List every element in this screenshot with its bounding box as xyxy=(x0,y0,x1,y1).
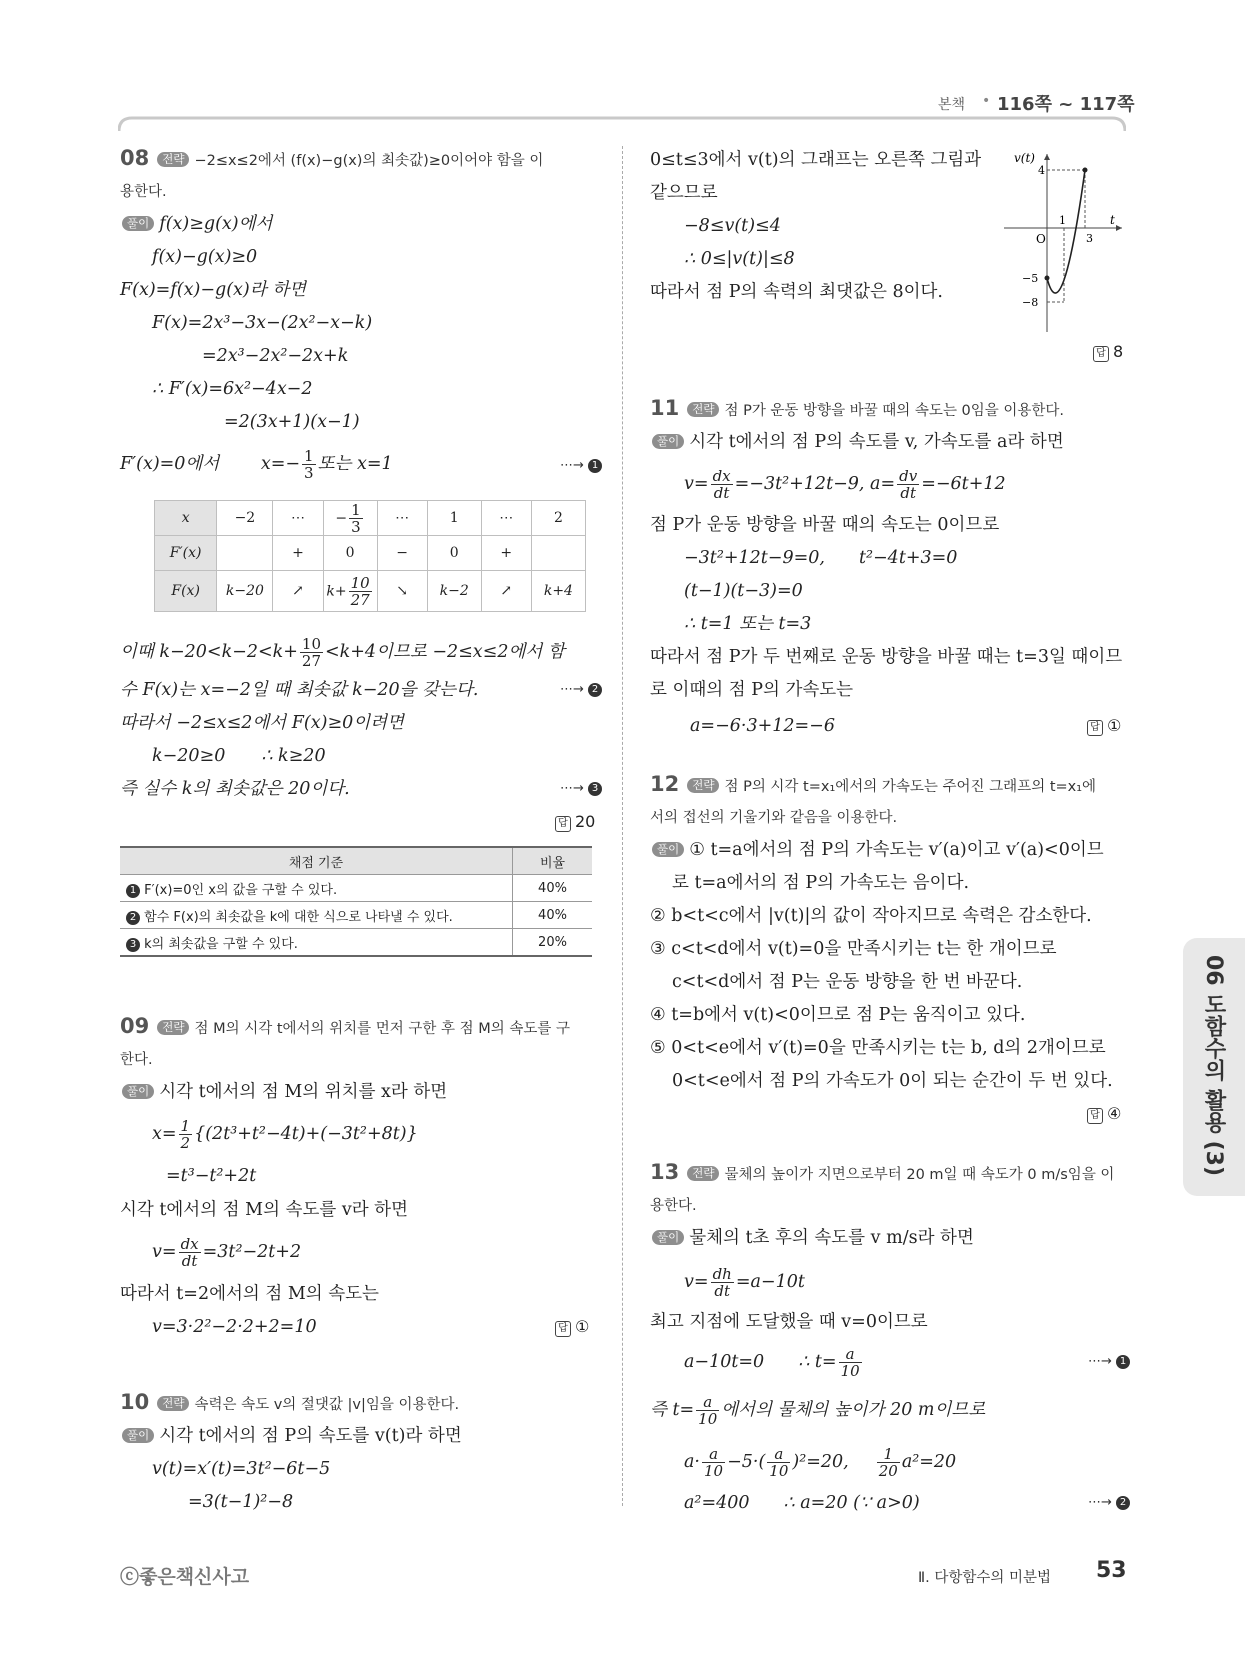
p13-step-2: ⋯→ 2 xyxy=(1088,1495,1130,1510)
p08-line-6: ∴ F′(x)=6x²−4x−2 xyxy=(152,379,313,399)
p08-line-1 xyxy=(120,212,272,236)
table-cell: k+ $\frac{10}{27}$ xyxy=(323,571,377,612)
p09-line-7: v=3·2²−2·2+2=10 xyxy=(152,1317,317,1337)
p10-number: 10 xyxy=(120,1390,150,1414)
table-cell: − $\frac{1}{3}$ xyxy=(323,501,377,536)
p11-line-5: (t−1)(t−3)=0 xyxy=(684,581,803,601)
table-cell: 1 F′(x)=0인 x의 값을 구할 수 있다. xyxy=(120,875,513,902)
p09-number: 09 xyxy=(120,1014,150,1038)
p08-answer: 답 20 xyxy=(555,812,595,832)
graph-tick: 1 xyxy=(1059,214,1066,227)
p10-strategy-tag: 전략 xyxy=(157,1396,189,1411)
table-cell: 40% xyxy=(513,902,593,929)
p12-answer: 답 ④ xyxy=(1087,1104,1121,1124)
p08-line-1-text: f(x)≥g(x)에서 xyxy=(159,214,273,234)
velocity-curve xyxy=(1047,170,1085,293)
p08-strategy xyxy=(120,146,543,173)
p09-line-5: v= $\frac{dx}{dt}$ =3t²−2t+2 xyxy=(152,1235,302,1270)
p08-line-13: 즉 실수 k의 최솟값은 20이다. xyxy=(120,779,350,799)
p12-line-4: ③ c<t<d에서 v(t)=0을 만족시키는 t는 한 개이므로 xyxy=(650,939,1057,959)
p08-line-4: F(x)=2x³−3x−(2x²−x−k) xyxy=(152,313,373,333)
p10-line-4: 0≤t≤3에서 v(t)의 그래프는 오른쪽 그림과 xyxy=(650,150,982,170)
table-row xyxy=(155,571,586,612)
p12-line-1: 풀이 ① t=a에서의 점 P의 가속도는 v′(a)이고 v′(a)<0이므 xyxy=(650,838,1104,862)
p11-line-8: 로 이때의 점 P의 가속도는 xyxy=(650,680,854,700)
p11-answer: 답 ① xyxy=(1087,716,1121,736)
p08-strategy-text: −2≤x≤2에서 (f(x)−g(x)의 최솟값)≥0이어야 함을 이 xyxy=(194,153,544,169)
table-cell: 0 xyxy=(323,536,377,571)
graph-tick: −8 xyxy=(1022,296,1039,309)
p08-line-11: 따라서 −2≤x≤2에서 F(x)≥0이려면 xyxy=(120,713,404,733)
table-cell: F(x) xyxy=(155,571,217,612)
graph-ylabel: v(t) xyxy=(1014,151,1035,165)
table-cell: + xyxy=(273,536,323,571)
p09-strategy-tag: 전략 xyxy=(157,1020,189,1035)
graph-xlabel: t xyxy=(1110,213,1115,227)
p10-line-8: 따라서 점 P의 속력의 최댓값은 8이다. xyxy=(650,282,943,302)
p10-answer: 답 8 xyxy=(1093,342,1123,362)
p10-line-6: −8≤v(t)≤4 xyxy=(684,216,781,236)
p13-line-5: 즉 t= $\frac{a}{10}$ 에서의 물체의 높이가 20 m이므로 xyxy=(650,1393,986,1428)
table-row xyxy=(155,501,586,536)
p13-strategy-tag: 전략 xyxy=(687,1166,719,1181)
p09-strategy xyxy=(120,1014,570,1041)
graph-origin: O xyxy=(1036,232,1046,246)
table-cell: 채점 기준 xyxy=(120,847,513,875)
p08-solution-tag: 풀이 xyxy=(122,216,154,231)
p08-line-8c: 또는 x=1 xyxy=(317,454,393,474)
p12-strategy-text-2: 서의 접선의 기울기와 같음을 이용한다. xyxy=(650,810,898,826)
p08-strategy-tag: 전략 xyxy=(157,152,189,167)
header-book-label: 본책 xyxy=(938,97,966,113)
table-row xyxy=(120,847,592,875)
p12-strategy-tag: 전략 xyxy=(687,778,719,793)
p09-line-1: 풀이 시각 t에서의 점 M의 위치를 x라 하면 xyxy=(120,1080,447,1104)
table-cell: x xyxy=(155,501,217,536)
p12-line-2: 로 t=a에서의 점 P의 가속도는 음이다. xyxy=(672,873,970,893)
column-divider xyxy=(622,146,623,1506)
table-cell xyxy=(531,536,585,571)
header-rule xyxy=(118,116,1126,132)
p08-line-2: f(x)−g(x)≥0 xyxy=(152,247,258,267)
table-cell: ↗ xyxy=(481,571,531,612)
p08-line-7: =2(3x+1)(x−1) xyxy=(224,412,360,432)
p12-number: 12 xyxy=(650,772,680,796)
p08-line-5: =2x³−2x²−2x+k xyxy=(202,346,349,366)
table-cell: − xyxy=(377,536,427,571)
publisher-logo: ⓒ좋은책신사고 xyxy=(120,1566,250,1588)
p12-line-7: ⑤ 0<t<e에서 v′(t)=0을 만족시키는 t는 b, d의 2개이므로 xyxy=(650,1038,1106,1058)
table-cell: k+4 xyxy=(531,571,585,612)
graph-tick: 3 xyxy=(1086,232,1093,245)
footer-chapter: Ⅱ. 다항함수의 미분법 xyxy=(918,1570,1052,1586)
p09-strategy-text-2: 한다. xyxy=(120,1052,153,1068)
p08-variation-table xyxy=(154,500,586,612)
p08-strategy-text-2: 용한다. xyxy=(120,184,167,200)
table-cell: −2 xyxy=(217,501,273,536)
table-row xyxy=(155,536,586,571)
table-cell xyxy=(217,536,273,571)
p08-step-1: ⋯→ 1 xyxy=(560,458,602,473)
table-row xyxy=(120,875,592,902)
p13-number: 13 xyxy=(650,1160,680,1184)
p08-line-8a: F′(x)=0에서 xyxy=(120,454,220,474)
table-cell: 비율 xyxy=(513,847,593,875)
p11-line-7: 따라서 점 P가 두 번째로 운동 방향을 바꿀 때는 t=3일 때이므 xyxy=(650,647,1123,667)
p10-line-1: 풀이 시각 t에서의 점 P의 속도를 v(t)라 하면 xyxy=(120,1424,462,1448)
p08-grading-table xyxy=(120,846,592,957)
p11-line-2: v= $\frac{dx}{dt}$ =−3t²+12t−9, a= $\frac{dv}{dt}$ =−6t+12 xyxy=(684,467,1006,502)
p11-number: 11 xyxy=(650,396,680,420)
graph-tick: 4 xyxy=(1038,164,1045,177)
p12-line-6: ④ t=b에서 v(t)<0이므로 점 P는 움직이고 있다. xyxy=(650,1005,1026,1025)
p08-frac-1-3: $\frac{1}{3}$ xyxy=(304,447,314,482)
table-cell: 3 k의 최솟값을 구할 수 있다. xyxy=(120,929,513,957)
table-cell: k−20 xyxy=(217,571,273,612)
p08-line-8 xyxy=(120,448,393,481)
chapter-side-tab-label: 06 도함수의 활용 (3) xyxy=(1201,955,1226,1177)
p09-line-4: 시각 t에서의 점 M의 속도를 v라 하면 xyxy=(120,1200,408,1220)
p08-line-3: F(x)=f(x)−g(x)라 하면 xyxy=(120,280,306,300)
p11-strategy-tag: 전략 xyxy=(687,402,719,417)
p08-line-12: k−20≥0 ∴ k≥20 xyxy=(152,746,326,766)
p12-line-8: 0<t<e에서 점 P의 가속도가 0이 되는 순간이 두 번 있다. xyxy=(672,1071,1113,1091)
table-cell: k−2 xyxy=(427,571,481,612)
p09-line-3: =t³−t²+2t xyxy=(166,1166,257,1186)
p11-line-6: ∴ t=1 또는 t=3 xyxy=(684,614,812,634)
p09-strategy-text: 점 M의 시각 t에서의 위치를 먼저 구한 후 점 M의 속도를 구 xyxy=(194,1021,571,1037)
table-cell: 1 xyxy=(427,501,481,536)
table-cell: ⋯ xyxy=(481,501,531,536)
p08-number: 08 xyxy=(120,146,150,170)
table-cell: 40% xyxy=(513,875,593,902)
p13-strategy-text-2: 용한다. xyxy=(650,1198,697,1214)
p10-velocity-graph xyxy=(1000,146,1126,336)
table-row xyxy=(120,902,592,929)
p10-line-7: ∴ 0≤|v(t)|≤8 xyxy=(684,249,795,269)
p11-line-4: −3t²+12t−9=0, t²−4t+3=0 xyxy=(684,548,958,568)
p10-line-2: v(t)=x′(t)=3t²−6t−5 xyxy=(152,1459,331,1479)
header-dot: • xyxy=(982,93,991,109)
p10-line-3: =3(t−1)²−8 xyxy=(188,1492,294,1512)
p13-line-4: a−10t=0 ∴ t= $\frac{a}{10}$ xyxy=(684,1345,860,1380)
p13-line-1: 풀이 물체의 t초 후의 속도를 v m/s라 하면 xyxy=(650,1226,974,1250)
header-page-range: 116쪽 ~ 117쪽 xyxy=(997,94,1135,115)
p12-line-5: c<t<d에서 점 P는 운동 방향을 한 번 바꾼다. xyxy=(672,972,1023,992)
p13-line-3: 최고 지점에 도달했을 때 v=0이므로 xyxy=(650,1312,928,1332)
p10-strategy-text: 속력은 속도 v의 절댓값 |v|임을 이용한다. xyxy=(194,1397,460,1413)
table-cell: + xyxy=(481,536,531,571)
p11-strategy-text: 점 P가 운동 방향을 바꿀 때의 속도는 0임을 이용한다. xyxy=(724,403,1065,419)
p13-line-6: a· $\frac{a}{10}$ −5·( $\frac{a}{10}$ )²=20, $\frac{1}{20}$ a²=20 xyxy=(684,1445,957,1480)
p10-strategy xyxy=(120,1390,459,1417)
table-cell: 2 xyxy=(531,501,585,536)
p12-line-3: ② b<t<c에서 |v(t)|의 값이 작아지므로 속력은 감소한다. xyxy=(650,906,1092,926)
table-cell: ⋯ xyxy=(273,501,323,536)
p09-line-6: 따라서 t=2에서의 점 M의 속도는 xyxy=(120,1284,379,1304)
p10-line-5: 같으므로 xyxy=(650,183,718,203)
table-cell: 2 함수 F(x)의 최솟값을 k에 대한 식으로 나타낼 수 있다. xyxy=(120,902,513,929)
table-cell: ↘ xyxy=(377,571,427,612)
p11-strategy xyxy=(650,396,1064,423)
p13-line-7: a²=400 ∴ a=20 (∵ a>0) xyxy=(684,1493,920,1513)
p08-line-10: 수 F(x)는 x=−2일 때 최솟값 k−20을 갖는다. xyxy=(120,680,479,700)
table-cell: F′(x) xyxy=(155,536,217,571)
p13-step-1: ⋯→ 1 xyxy=(1088,1354,1130,1369)
table-row xyxy=(120,929,592,957)
p09-answer: 답 ① xyxy=(555,1317,589,1337)
p13-strategy-text: 물체의 높이가 지면으로부터 20 m일 때 속도가 0 m/s임을 이 xyxy=(724,1167,1115,1183)
p13-line-2: v= $\frac{dh}{dt}$ =a−10t xyxy=(684,1265,805,1300)
p09-line-2: x= $\frac{1}{2}$ {(2t³+t²−4t)+(−3t²+8t)} xyxy=(152,1117,418,1152)
p12-strategy-text: 점 P의 시각 t=x₁에서의 가속도는 주어진 그래프의 t=x₁에 xyxy=(724,779,1097,795)
table-cell: 0 xyxy=(427,536,481,571)
graph-tick: −5 xyxy=(1022,272,1039,285)
p13-strategy xyxy=(650,1160,1114,1187)
p08-step-3: ⋯→ 3 xyxy=(560,781,602,796)
p11-line-3: 점 P가 운동 방향을 바꿀 때의 속도는 0이므로 xyxy=(650,515,1000,535)
table-cell: 20% xyxy=(513,929,593,957)
p08-line-9: 이때 k−20<k−2<k+ $\frac{10}{27}$ <k+4이므로 −2≤x≤2에서 함 xyxy=(120,635,565,670)
table-cell: ↗ xyxy=(273,571,323,612)
p11-line-1: 풀이 시각 t에서의 점 P의 속도를 v, 가속도를 a라 하면 xyxy=(650,430,1064,454)
p08-step-2: ⋯→ 2 xyxy=(560,682,602,697)
table-cell: ⋯ xyxy=(377,501,427,536)
p11-line-9: a=−6·3+12=−6 xyxy=(690,716,835,736)
p12-strategy xyxy=(650,772,1096,799)
p08-line-8b: x=− xyxy=(260,454,301,474)
page-number: 53 xyxy=(1096,1558,1127,1583)
